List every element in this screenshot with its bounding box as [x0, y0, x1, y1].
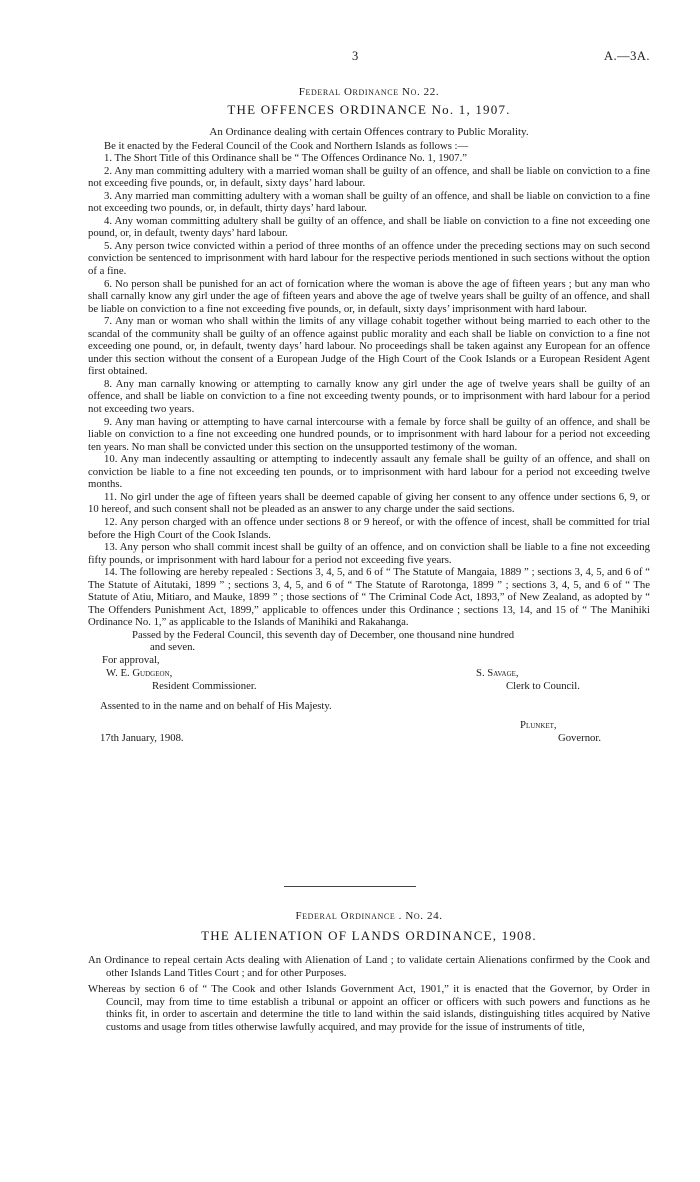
section-8: 8. Any man carnally knowing or attempting to carnally know any girl under the age of twelve years shall be guilty of an offence, and shall be liable on conviction to a fine not exceeding twenty pounds, or to imprisonment with hard labour for a period not exceeding two years. [88, 377, 650, 416]
signer-right-name: S. Savage, [476, 666, 519, 679]
signer-right-title: Clerk to Council. [506, 679, 580, 692]
passed-clause-line-1: Passed by the Federal Council, this seventh day of December, one thousand nine hundred [132, 628, 515, 641]
page-header [0, 50, 700, 70]
assent-date: 17th January, 1908. [100, 732, 184, 745]
ordinance-2-body [88, 954, 650, 1033]
ordinance-1-body [88, 126, 650, 745]
passed-clause-line-2: and seven. [150, 641, 196, 654]
governor-title: Governor. [558, 732, 602, 745]
ordinance-2-title: THE ALIENATION OF LANDS ORDINANCE, 1908. [201, 928, 537, 943]
section-2: 2. Any man committing adultery with a married woman shall be guilty of an offence, and shall be liable on conviction to a fine not exceeding five pounds, or, in default, sixty days’ hard labour. [88, 164, 650, 190]
governor-name: Plunket, [520, 719, 557, 732]
ordinance-1-long-title: An Ordinance dealing with certain Offences contrary to Public Morality. [209, 126, 529, 138]
section-11: 11. No girl under the age of fifteen years shall be deemed capable of giving her consent to any offence under sections 6, 9, or 10 hereof, and such consent shall not be pleaded as an answer to any charge under the said sections. [88, 490, 650, 516]
section-4: 4. Any woman committing adultery shall be guilty of an offence, and shall be liable on conviction to a fine not exceeding one pound, or, in default, twenty days’ hard labour. [88, 214, 650, 240]
signer-left-title: Resident Commissioner. [152, 679, 257, 692]
section-13: 13. Any person who shall commit incest shall be guilty of an offence, and on conviction shall be liable to a fine not exceeding fifty pounds, or imprisonment with hard labour for a period not exceeding five years. [88, 541, 650, 566]
page-number: 3 [352, 49, 359, 63]
signature-row-titles [88, 680, 650, 693]
section-divider [284, 886, 416, 887]
whereas-clause: Whereas by section 6 of “ The Cook and other Islands Government Act, 1901,” it is enacted that the Governor, by Order in Council, may from time to time establish a tribunal or appoint an officer or officers with such powers and functions as he thinks fit, in order to ascertain and determine the title to land within the said islands, distinguishing titles acquired by Native customs and usage from titles otherwise lawfully acquired, and may provide for the issue of instruments of title, [88, 983, 650, 1033]
signer-left-name: W. E. Gudgeon, [106, 666, 173, 679]
section-5: 5. Any person twice convicted within a period of three months of an offence under the preceding sections may on such second conviction be sentenced to imprisonment with hard labour for the respective periods mentioned in such sections without the option of a fine. [88, 239, 650, 278]
section-10: 10. Any man indecently assaulting or attempting to indecently assault any female shall be guilty of an offence, and shall on conviction be liable to a fine not exceeding ten pounds, or to imprisonment with hard labour for a period not exceeding twelve months. [88, 453, 650, 491]
assent-clause: Assented to in the name and on behalf of His Majesty. [100, 699, 332, 712]
ordinance-1-label: Federal Ordinance No. 22. [298, 86, 440, 98]
section-3: 3. Any married man committing adultery with a woman shall be guilty of an offence, and shall be liable on conviction to a fine not exceeding two pounds, or, in default, thirty days’ hard labour. [88, 189, 650, 215]
section-12: 12. Any person charged with an offence under sections 8 or 9 hereof, or with the offence of incest, shall be committed for trial before the High Court of the Cook Islands. [88, 515, 650, 541]
ordinance-2-long-title: An Ordinance to repeal certain Acts dealing with Alienation of Land ; to validate certain Alienations confirmed by the Cook and other Islands Land Titles Court ; and for other Purposes. [88, 954, 650, 979]
section-14: 14. The following are hereby repealed : Sections 3, 4, 5, and 6 of “ The Statute of Mangaia, 1889 ” ; sections 3, 4, 5, and 6 of “ The Statute of Aitutaki, 1899 ” ; sections 3, 4, 5, and 6 of “ The Statute of Rarotonga, 1899 ” ; sections 3, 4, 5, and 6 of “ The Statute of Atiu, Mitiaro, and Mauke, 1899 ” ; those sections of “ The Criminal Code Act, 1893,” of New Zealand, as adopted by “ The Offenders Punishment Act, 1899,” applicable to offences under this Ordinance ; sections 13, 14, and 15 of “ The Manihiki Ordinance No. 1,” as applicable to the Islands of Manihiki and Rakahanga. [88, 566, 650, 629]
ordinance-1-title: THE OFFENCES ORDINANCE No. 1, 1907. [227, 102, 511, 117]
section-1: 1. The Short Title of this Ordinance shall be “ The Offences Ordinance No. 1, 1907.” [104, 152, 468, 165]
section-9: 9. Any man having or attempting to have carnal intercourse with a female by force shall be guilty of an offence, and shall be liable on conviction to a fine not exceeding one hundred pounds, or to imprisonment with hard labour for a period not exceeding ten years. No man shall be convicted under this section on the unsupported testimony of the woman. [88, 415, 650, 453]
for-approval: For approval, [102, 653, 160, 666]
date-governor-row [88, 732, 650, 745]
governor-name-row [88, 719, 650, 732]
ordinance-2-label: Federal Ordinance . No. 24. [295, 910, 443, 922]
signature-row-names [88, 667, 650, 680]
section-7: 7. Any man or woman who shall within the limits of any village cohabit together without being married to each other to the scandal of the community shall be guilty of an offence against public morality and each shall be liable on conviction to a fine not exceeding one pound, or, in default, twenty days’ hard labour. No proceedings shall be taken against any European for an offence under this section without the consent of a European Judge of the High Court of the Cook Islands or a European Resident Agent first obtained. [88, 315, 650, 378]
document-reference: A.—3A. [603, 49, 650, 63]
section-6: 6. No person shall be punished for an act of fornication where the woman is above the age of fifteen years ; but any man who shall carnally know any girl under the age of fifteen years and above the age of twelve years shall be guilty of an offence, and shall be liable on conviction to a fine not exceeding five pounds, or, in default, sixty days’ imprisonment with hard labour. [88, 277, 650, 315]
enacting-clause: Be it enacted by the Federal Council of the Cook and Northern Islands as follows :— [104, 139, 469, 152]
